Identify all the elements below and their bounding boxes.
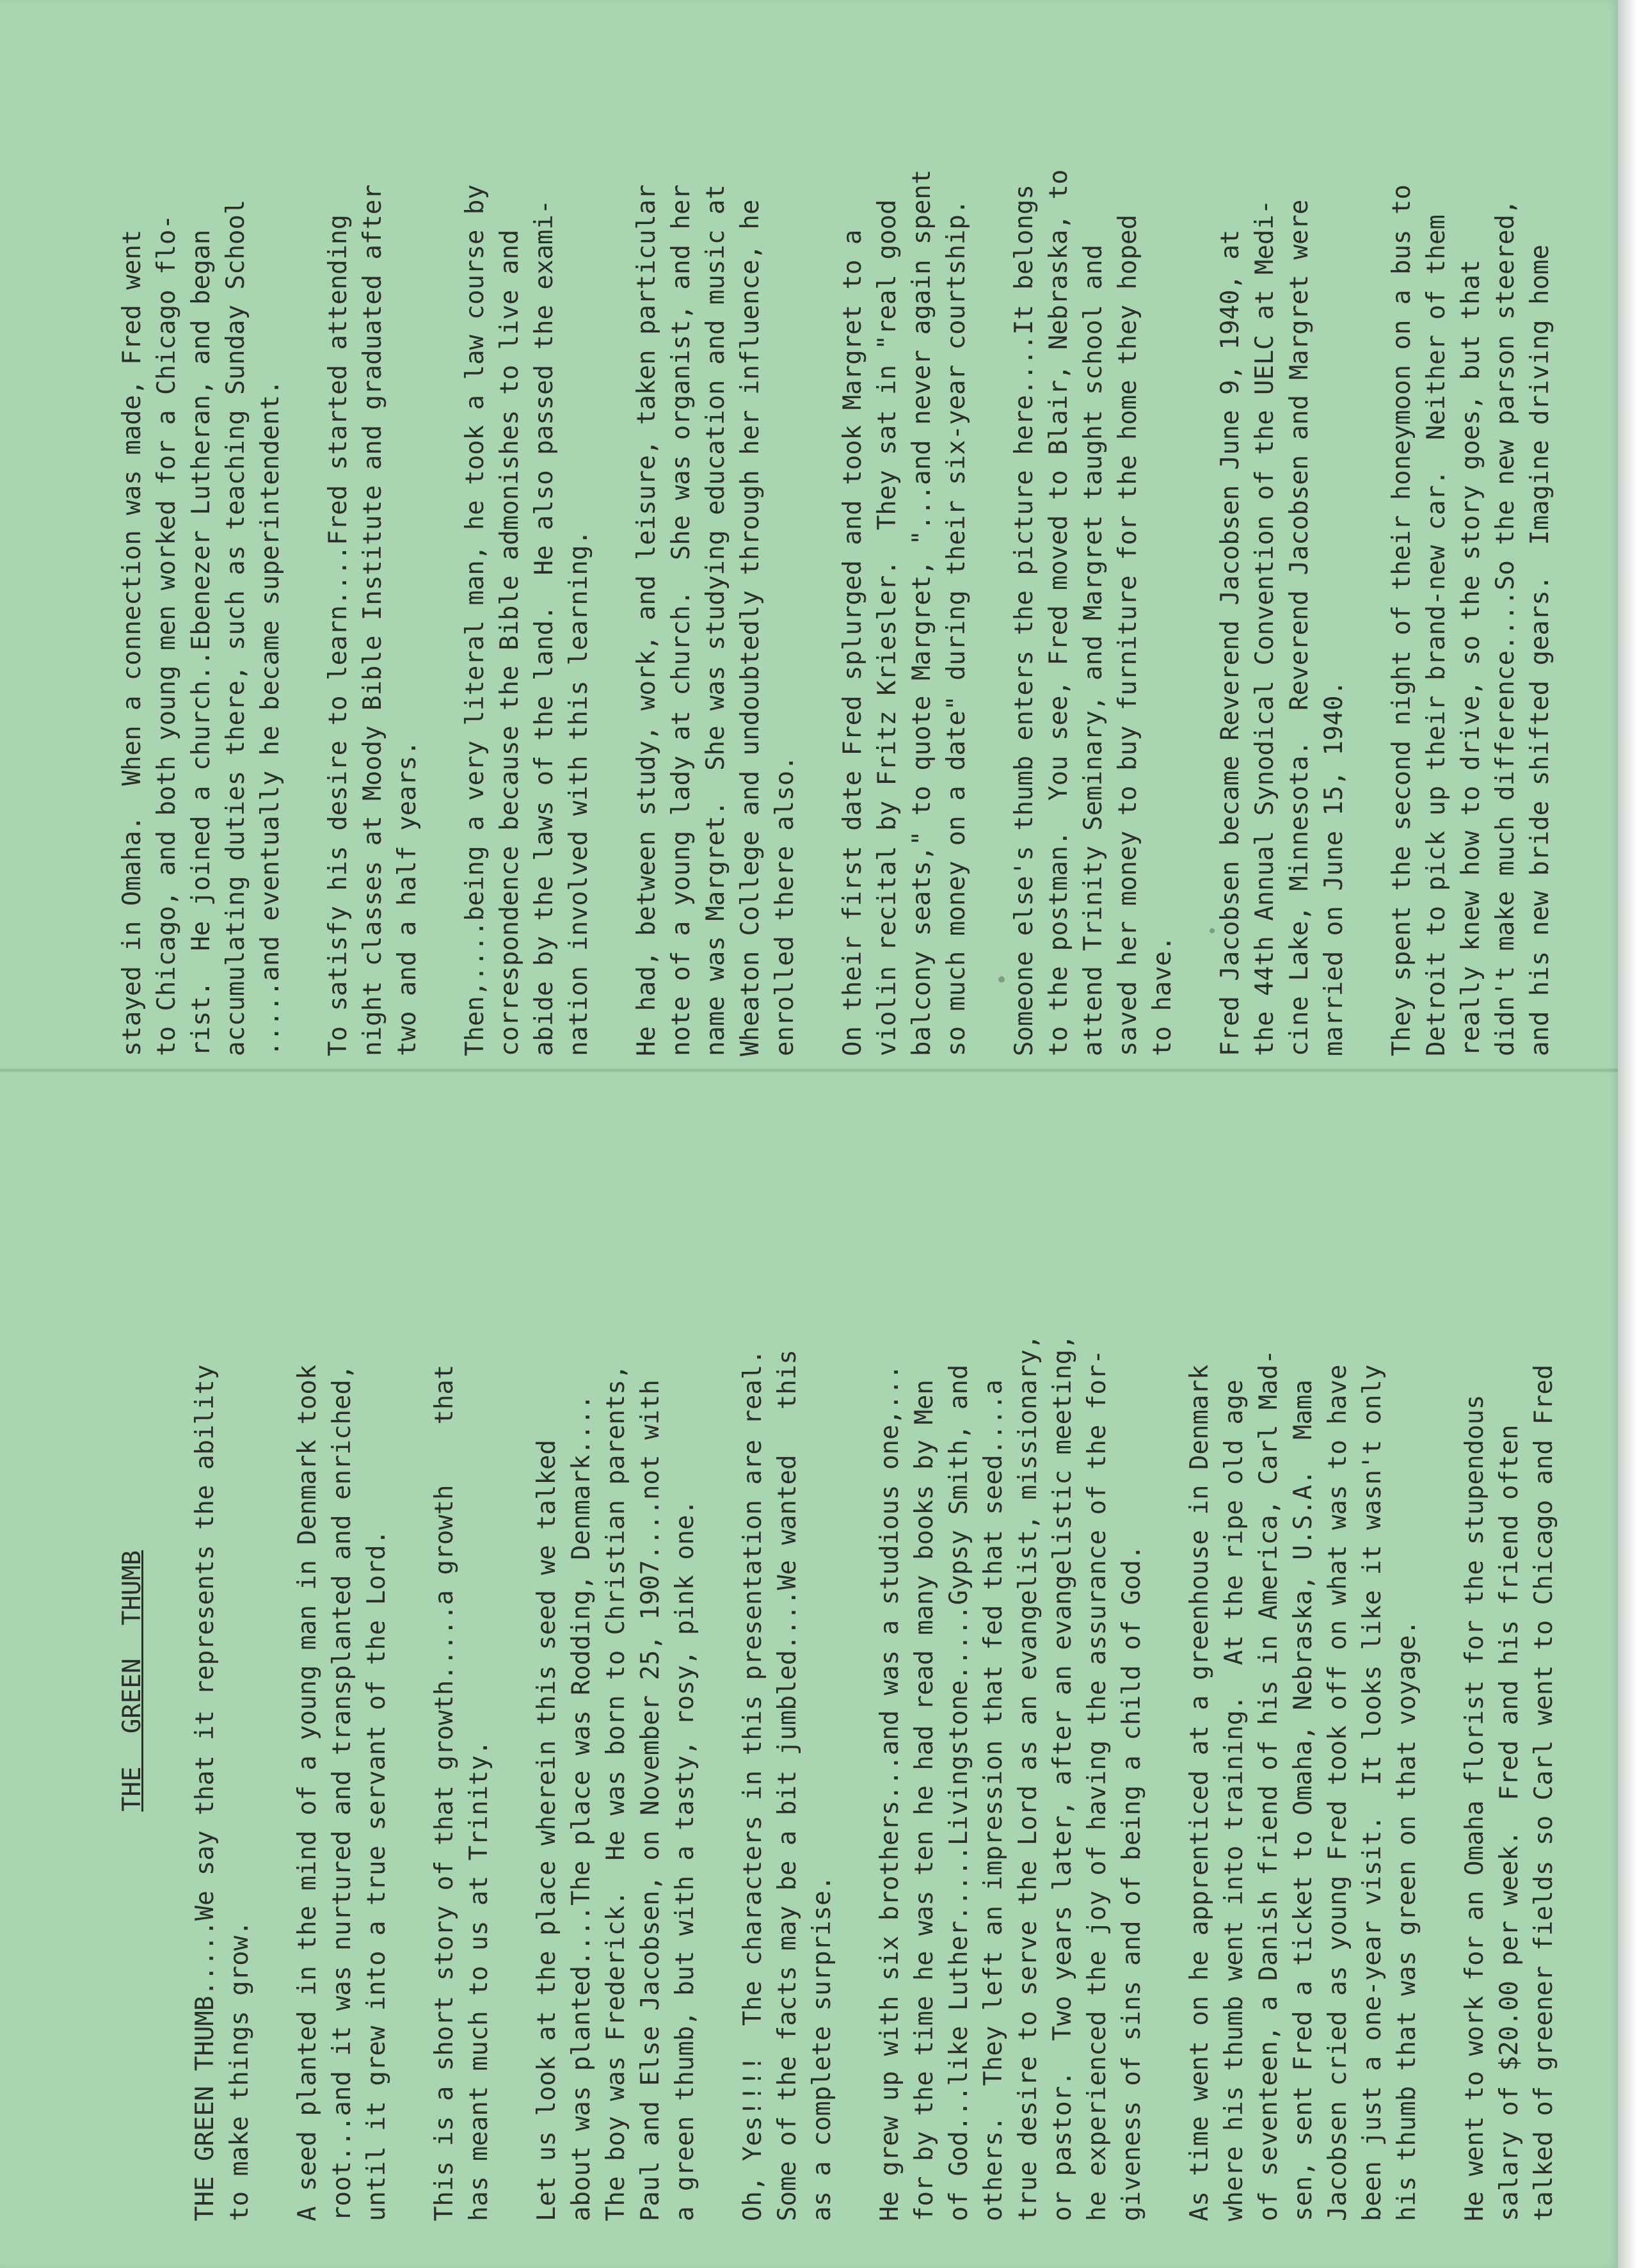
paragraph: stayed in Omaha. When a connection was made, Fred went to Chicago, and both young men worked for a Chicago flo- rist. He joined a church..Ebenezer Lutheran, and began accumulating duties there, such as teaching Sunday School .....and eventually he became superintendent. xyxy=(118,199,285,1056)
paragraph: Someone else's thumb enters the picture here....It belongs to the postman. You see, Fred moved to Blair, Nebraska, to attend Trinity Seminary, and Margret taught school and saved her money to buy furniture for the home they hoped to have. xyxy=(1010,169,1177,1056)
paragraph: He went to work for an Omaha florist for the stupendous salary of $20.00 per week. Fred and his friend often talked of greener fields so Carl went to Chicago and Fred xyxy=(1460,1364,1558,2221)
paragraph: He grew up with six brothers...and was a studious one,... for by the time he was ten he had read many books by Men of God...like Luther.....Livingstone.....Gypsy Smith, and others. They left an impression that fed that seed....a true desire to serve the Lord as an evangelist, missionary, or pastor. Two years later, after an evangelistic meeting, he experienced the joy of having the assurance of the for- giveness of sins and of being a child of God. xyxy=(875,1334,1146,2221)
paragraph: As time went on he apprenticed at a greenhouse in Denmark where his thumb went into training. At the ripe old age of seventeen, a Danish friend of his in America, Carl Mad- sen, sent Fred a ticket to Omaha, Nebraska, U.S.A. Mama Jacobsen cried as young Fred took off on what was to have been just a one-year visit. It looks like it wasn't only his thumb that was green on that voyage. xyxy=(1185,1349,1421,2221)
document-title: THE GREEN THUMB xyxy=(118,1550,147,1812)
paragraph: Let us look at the place wherein this seed we talked about was planted....The place was Rodding, Denmark.... The boy was Frederick. He was born to Christian parents, Paul and Else Jacobsen, on November 25, 1907....not with a green thumb, but with a tasty, rosy, pink one. xyxy=(532,1364,699,2221)
paragraph: Then,....being a very literal man, he took a law course by correspondence because the Bible admonishes to live and abide by the laws of the land. He also passed the exami- nation involved with this learning. xyxy=(461,184,593,1056)
paragraph: A seed planted in the mind of a young man in Denmark took root...and it was nurtured and transplanted and enriched, until it grew into a true servant of the Lord. xyxy=(293,1364,391,2221)
paper-fold-line xyxy=(0,1068,1618,1073)
paragraph: To satisfy his desire to learn....Fred started attending night classes at Moody Bible Institute and graduated after two and a half years. xyxy=(324,184,422,1056)
paragraph: This is a short story of that growth.....a growth that has meant much to us at Trinity. xyxy=(430,1364,493,2221)
paragraph: They spent the second night of their honeymoon on a bus to Detroit to pick up their brand-new car. Neither of them really knew how to drive, so the story goes, but that didn't make much difference....So the new parson steered, and his new bride shifted gears. Imagine driving home xyxy=(1387,184,1554,1056)
paragraph: On their first date Fred splurged and took Margret to a violin recital by Fritz Kriesler. They sat in "real good balcony seats," to quote Margret, "...and never again spent so much money on a date" during their six-year courtship. xyxy=(838,169,971,1056)
paragraph: Fred Jacobsen became Reverend Jacobsen June 9, 1940, at the 44th Annual Synodical Convention of the UELC at Medi- cine Lake, Minnesota. Reverend Jacobsen and Margret were married on June 15, 1940. xyxy=(1216,199,1348,1056)
paragraph: Oh, Yes!!!! The characters in this presentation are real. Some of the facts may be a bit jumbled....We wanted this as a complete surprise. xyxy=(739,1349,836,2221)
left-page-column xyxy=(115,1184,1637,2221)
paragraph: THE GREEN THUMB.....We say that it represents the ability to make things grow. xyxy=(191,1364,254,2221)
right-page-column xyxy=(115,19,1637,1056)
paragraph: He had, between study, work, and leisure, taken particular note of a young lady at church. She was organist, and her name was Margret. She was studying education and music at Wheaton College and undoubtedly through her influence, he enrolled there also. xyxy=(632,184,799,1056)
